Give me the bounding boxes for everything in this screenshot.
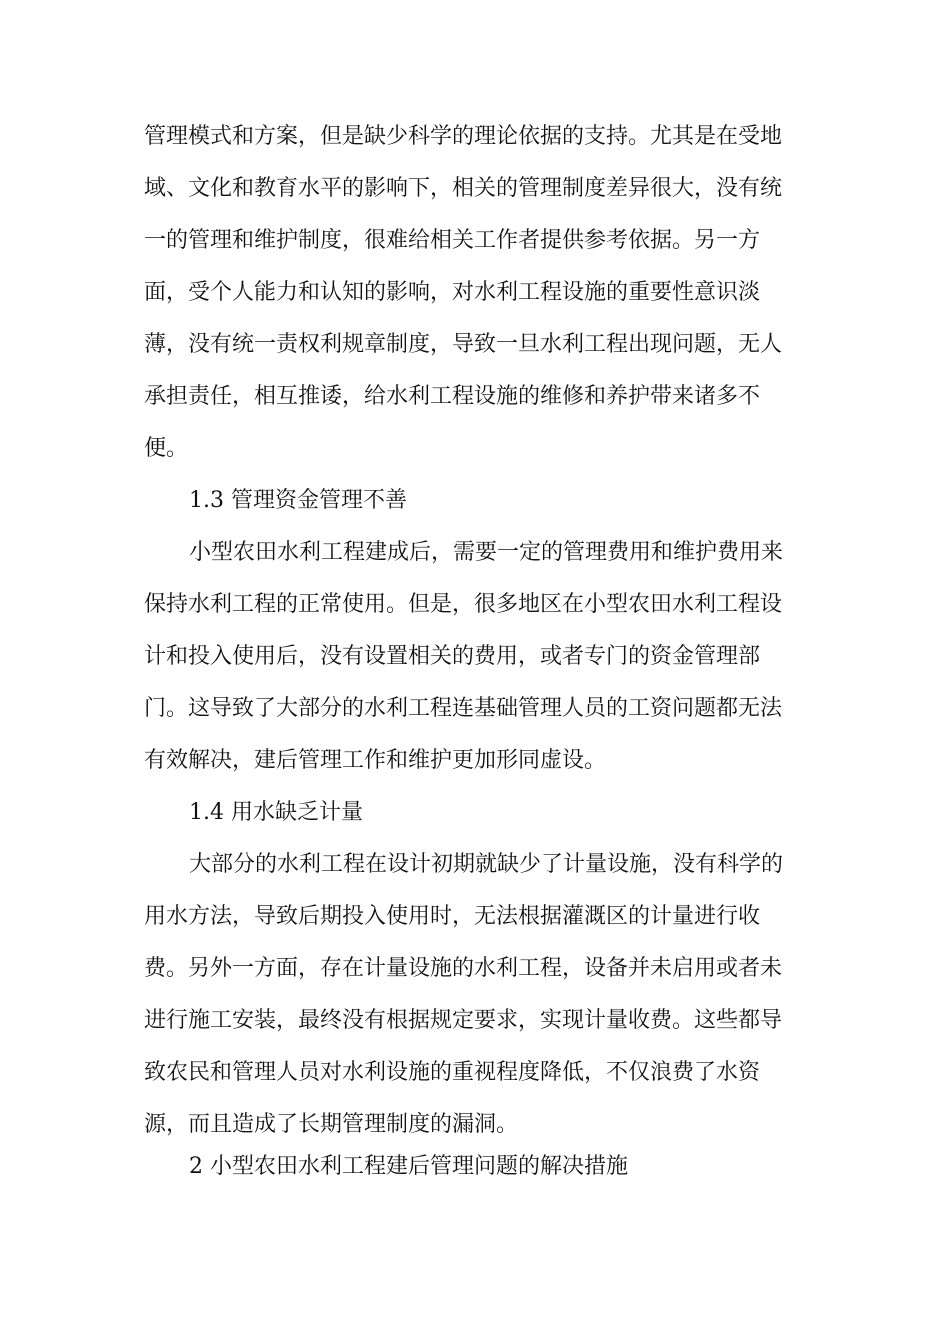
section-heading-1-3: 1.3 管理资金管理不善 — [189, 488, 407, 513]
paragraph-line: 进行施工安装，最终没有根据规定要求，实现计量收费。这些都导 — [144, 1008, 783, 1033]
paragraph-line: 费。另外一方面，存在计量设施的水利工程，设备并未启用或者未 — [144, 956, 783, 981]
paragraph-line: 面，受个人能力和认知的影响，对水利工程设施的重要性意识淡 — [144, 280, 761, 305]
paragraph-line: 用水方法，导致后期投入使用时，无法根据灌溉区的计量进行收 — [144, 904, 761, 929]
paragraph-line: 管理模式和方案，但是缺少科学的理论依据的支持。尤其是在受地 — [144, 124, 783, 149]
section-heading-2: 2 小型农田水利工程建后管理问题的解决措施 — [189, 1154, 628, 1179]
paragraph-line: 致农民和管理人员对水利设施的重视程度降低，不仅浪费了水资 — [144, 1060, 761, 1085]
section-heading-1-4: 1.4 用水缺乏计量 — [189, 800, 363, 825]
paragraph-line: 有效解决，建后管理工作和维护更加形同虚设。 — [144, 748, 607, 773]
paragraph-line: 便。 — [144, 436, 189, 461]
paragraph-line: 小型农田水利工程建成后，需要一定的管理费用和维护费用来 — [189, 540, 784, 565]
paragraph-line: 一的管理和维护制度，很难给相关工作者提供参考依据。另一方 — [144, 228, 761, 253]
paragraph-line: 域、文化和教育水平的影响下，相关的管理制度差异很大，没有统 — [144, 176, 783, 201]
paragraph-line: 承担责任，相互推诿，给水利工程设施的维修和养护带来诸多不 — [144, 384, 761, 409]
paragraph-line: 源，而且造成了长期管理制度的漏洞。 — [144, 1112, 519, 1137]
paragraph-line: 大部分的水利工程在设计初期就缺少了计量设施，没有科学的 — [189, 852, 784, 877]
paragraph-line: 薄，没有统一责权利规章制度，导致一旦水利工程出现问题，无人 — [144, 332, 783, 357]
paragraph-line: 门。这导致了大部分的水利工程连基础管理人员的工资问题都无法 — [144, 696, 783, 721]
paragraph-line: 保持水利工程的正常使用。但是，很多地区在小型农田水利工程设 — [144, 592, 783, 617]
paragraph-line: 计和投入使用后，没有设置相关的费用，或者专门的资金管理部 — [144, 644, 761, 669]
